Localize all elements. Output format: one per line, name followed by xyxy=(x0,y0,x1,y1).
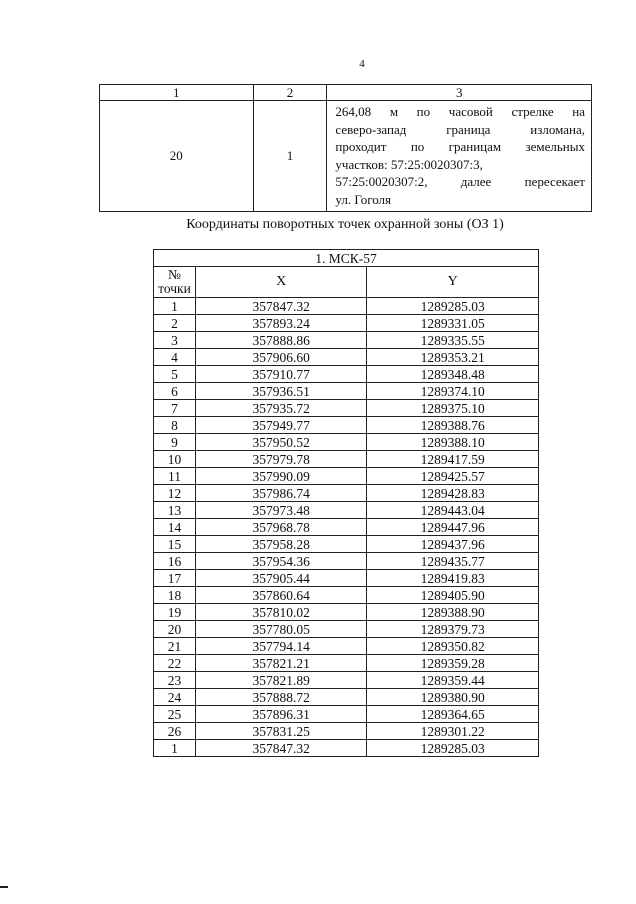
description-line: проходит по границам земельных xyxy=(335,139,585,154)
point-number: 5 xyxy=(154,366,196,383)
y-coordinate: 1289417.59 xyxy=(367,451,539,468)
x-coordinate: 357905.44 xyxy=(195,570,367,587)
table-row xyxy=(154,740,539,757)
point-number: 16 xyxy=(154,553,196,570)
y-coordinate: 1289419.83 xyxy=(367,570,539,587)
y-coordinate: 1289350.82 xyxy=(367,638,539,655)
point-number: 3 xyxy=(154,332,196,349)
point-number: 15 xyxy=(154,536,196,553)
coordinates-body xyxy=(154,298,539,757)
table-row xyxy=(154,366,539,383)
table-row xyxy=(154,689,539,706)
description-line: 264,08 м по часовой стрелке на xyxy=(335,104,585,119)
table-row xyxy=(154,706,539,723)
y-coordinate: 1289348.48 xyxy=(367,366,539,383)
point-number: 1 xyxy=(154,740,196,757)
table-row xyxy=(154,723,539,740)
table-row xyxy=(154,298,539,315)
point-number: 25 xyxy=(154,706,196,723)
point-number: 6 xyxy=(154,383,196,400)
coordinates-table xyxy=(153,249,539,757)
y-coordinate: 1289428.83 xyxy=(367,485,539,502)
y-coordinate: 1289359.28 xyxy=(367,655,539,672)
section-caption: Координаты поворотных точек охранной зоны (ОЗ 1) xyxy=(186,217,504,232)
x-coordinate: 357821.21 xyxy=(195,655,367,672)
point-number: 18 xyxy=(154,587,196,604)
y-header: Y xyxy=(367,267,539,298)
y-coordinate: 1289364.65 xyxy=(367,706,539,723)
y-coordinate: 1289388.10 xyxy=(367,434,539,451)
x-coordinate: 357958.28 xyxy=(195,536,367,553)
table-row xyxy=(154,383,539,400)
x-header: X xyxy=(195,267,367,298)
y-coordinate: 1289425.57 xyxy=(367,468,539,485)
x-coordinate: 357831.25 xyxy=(195,723,367,740)
x-coordinate: 357954.36 xyxy=(195,553,367,570)
x-coordinate: 357810.02 xyxy=(195,604,367,621)
x-coordinate: 357973.48 xyxy=(195,502,367,519)
x-coordinate: 357910.77 xyxy=(195,366,367,383)
segment-end-point: 1 xyxy=(253,101,327,212)
y-coordinate: 1289388.76 xyxy=(367,417,539,434)
x-coordinate: 357968.78 xyxy=(195,519,367,536)
description-line: ул. Гоголя xyxy=(335,191,392,207)
point-number: 19 xyxy=(154,604,196,621)
y-coordinate: 1289443.04 xyxy=(367,502,539,519)
point-number: 23 xyxy=(154,672,196,689)
x-coordinate: 357935.72 xyxy=(195,400,367,417)
table-row xyxy=(154,468,539,485)
y-coordinate: 1289437.96 xyxy=(367,536,539,553)
point-number: 2 xyxy=(154,315,196,332)
y-coordinate: 1289447.96 xyxy=(367,519,539,536)
x-coordinate: 357860.64 xyxy=(195,587,367,604)
point-number: 9 xyxy=(154,434,196,451)
x-coordinate: 357821.89 xyxy=(195,672,367,689)
table-row xyxy=(154,638,539,655)
y-coordinate: 1289435.77 xyxy=(367,553,539,570)
point-number: 13 xyxy=(154,502,196,519)
x-coordinate: 357949.77 xyxy=(195,417,367,434)
x-coordinate: 357986.74 xyxy=(195,485,367,502)
description-line: северо-запад граница изломана, xyxy=(335,121,585,137)
segment-start-point: 20 xyxy=(100,101,254,212)
x-coordinate: 357847.32 xyxy=(195,298,367,315)
number-sign: № xyxy=(168,267,181,282)
description-line: участков: 57:25:0020307:3, xyxy=(335,156,483,172)
table-row xyxy=(154,621,539,638)
header-row xyxy=(100,85,592,101)
column-header-3: 3 xyxy=(327,85,592,101)
table-row xyxy=(154,655,539,672)
point-number: 10 xyxy=(154,451,196,468)
point-number: 22 xyxy=(154,655,196,672)
table-row xyxy=(154,519,539,536)
point-number: 24 xyxy=(154,689,196,706)
y-coordinate: 1289353.21 xyxy=(367,349,539,366)
table-row xyxy=(154,400,539,417)
column-header-1: 1 xyxy=(100,85,254,101)
y-coordinate: 1289380.90 xyxy=(367,689,539,706)
y-coordinate: 1289374.10 xyxy=(367,383,539,400)
x-coordinate: 357794.14 xyxy=(195,638,367,655)
point-number: 4 xyxy=(154,349,196,366)
coordinate-system-title: 1. МСК-57 xyxy=(154,250,539,267)
y-coordinate: 1289405.90 xyxy=(367,587,539,604)
y-coordinate: 1289335.55 xyxy=(367,332,539,349)
points-label: точки xyxy=(158,281,191,296)
coordinate-system-row xyxy=(154,250,539,267)
point-number: 12 xyxy=(154,485,196,502)
x-coordinate: 357990.09 xyxy=(195,468,367,485)
x-coordinate: 357847.32 xyxy=(195,740,367,757)
table-row xyxy=(154,553,539,570)
table-row xyxy=(154,672,539,689)
point-number: 21 xyxy=(154,638,196,655)
x-coordinate: 357888.86 xyxy=(195,332,367,349)
y-coordinate: 1289359.44 xyxy=(367,672,539,689)
point-number: 14 xyxy=(154,519,196,536)
x-coordinate: 357950.52 xyxy=(195,434,367,451)
header-row xyxy=(154,267,539,298)
x-coordinate: 357888.72 xyxy=(195,689,367,706)
y-coordinate: 1289285.03 xyxy=(367,298,539,315)
page-number: 4 xyxy=(359,58,365,70)
table-row xyxy=(154,315,539,332)
point-number: 11 xyxy=(154,468,196,485)
table-row xyxy=(154,536,539,553)
x-coordinate: 357936.51 xyxy=(195,383,367,400)
y-coordinate: 1289331.05 xyxy=(367,315,539,332)
table-row xyxy=(154,434,539,451)
y-coordinate: 1289388.90 xyxy=(367,604,539,621)
table-row xyxy=(154,570,539,587)
y-coordinate: 1289285.03 xyxy=(367,740,539,757)
y-coordinate: 1289375.10 xyxy=(367,400,539,417)
point-number: 20 xyxy=(154,621,196,638)
point-number: 7 xyxy=(154,400,196,417)
column-header-2: 2 xyxy=(253,85,327,101)
x-coordinate: 357906.60 xyxy=(195,349,367,366)
table-row xyxy=(100,101,592,212)
y-coordinate: 1289301.22 xyxy=(367,723,539,740)
description-line: 57:25:0020307:2, далее пересекает xyxy=(335,174,585,189)
point-number: 8 xyxy=(154,417,196,434)
x-coordinate: 357893.24 xyxy=(195,315,367,332)
table-row xyxy=(154,485,539,502)
table-row xyxy=(154,604,539,621)
y-coordinate: 1289379.73 xyxy=(367,621,539,638)
point-number: 26 xyxy=(154,723,196,740)
table-row xyxy=(154,587,539,604)
boundary-description xyxy=(327,101,592,212)
point-number: 1 xyxy=(154,298,196,315)
table-row xyxy=(154,502,539,519)
x-coordinate: 357780.05 xyxy=(195,621,367,638)
point-number: 17 xyxy=(154,570,196,587)
margin-mark xyxy=(0,886,8,888)
x-coordinate: 357896.31 xyxy=(195,706,367,723)
point-number-header xyxy=(154,267,196,298)
table-row xyxy=(154,417,539,434)
boundary-description-table xyxy=(99,84,592,212)
table-row xyxy=(154,451,539,468)
x-coordinate: 357979.78 xyxy=(195,451,367,468)
table-row xyxy=(154,349,539,366)
table-row xyxy=(154,332,539,349)
